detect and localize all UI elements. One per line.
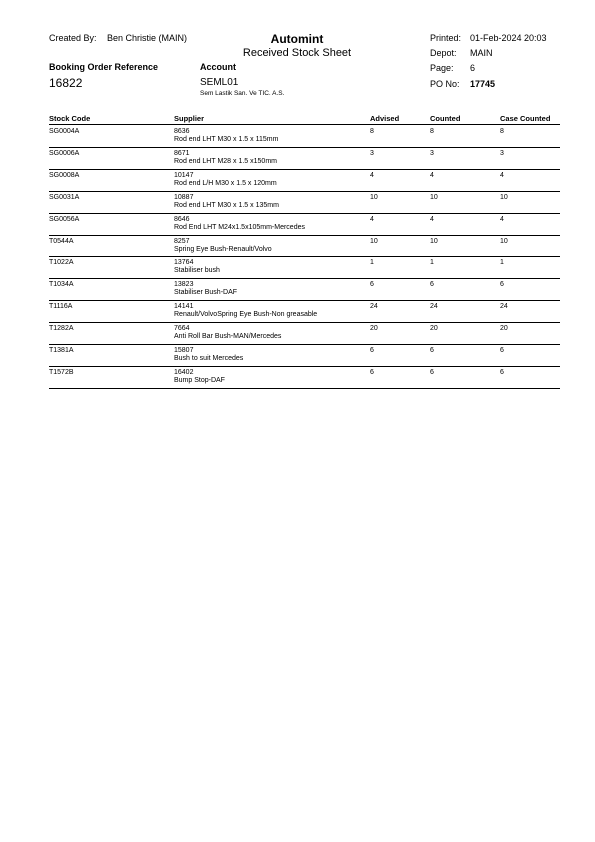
column-header-counted: Counted xyxy=(430,114,461,123)
row-description: Bump Stop-DAF xyxy=(174,376,225,384)
row-case-counted: 20 xyxy=(500,325,508,333)
row-advised: 10 xyxy=(370,193,378,201)
row-description: Stabiliser Bush-DAF xyxy=(174,289,238,297)
row-advised: 4 xyxy=(370,171,374,179)
row-case-counted: 24 xyxy=(500,303,508,311)
row-counted: 4 xyxy=(430,171,434,179)
row-supplier-ref: 10147 xyxy=(174,171,194,179)
row-description: Renault/VolvoSpring Eye Bush-Non greasable xyxy=(174,311,318,319)
row-advised: 10 xyxy=(370,237,378,245)
row-supplier-ref: 8257 xyxy=(174,237,190,245)
row-case-counted: 6 xyxy=(500,281,504,289)
created-by-value: Ben Christie (MAIN) xyxy=(107,33,188,43)
row-stock-code: T1116A xyxy=(49,303,73,311)
row-advised: 6 xyxy=(370,281,374,289)
row-case-counted: 3 xyxy=(500,149,504,157)
row-counted: 1 xyxy=(430,259,434,267)
row-supplier-ref: 8646 xyxy=(174,215,190,223)
row-case-counted: 4 xyxy=(500,215,504,223)
row-divider xyxy=(49,366,560,367)
row-advised: 6 xyxy=(370,368,374,376)
row-counted: 4 xyxy=(430,215,434,223)
page-value: 6 xyxy=(470,63,476,73)
row-description: Anti Roll Bar Bush-MAN/Mercedes xyxy=(174,333,282,341)
row-counted: 20 xyxy=(430,325,438,333)
row-divider xyxy=(49,235,560,236)
row-supplier-ref: 13764 xyxy=(174,259,194,267)
row-description: Rod end LHT M30 x 1.5 x 115mm xyxy=(174,136,279,143)
row-case-counted: 6 xyxy=(500,368,504,376)
row-stock-code: T1282A xyxy=(49,325,74,333)
depot-label: Depot: xyxy=(430,48,457,58)
row-description: Stabiliser bush xyxy=(174,267,220,275)
row-divider xyxy=(49,191,560,192)
row-counted: 8 xyxy=(430,128,434,135)
page-label: Page: xyxy=(430,63,454,73)
column-header-advised: Advised xyxy=(370,114,400,123)
row-divider xyxy=(49,256,560,257)
row-divider xyxy=(49,213,560,214)
row-divider xyxy=(49,388,560,389)
po-value: 17745 xyxy=(470,79,496,89)
row-divider xyxy=(49,344,560,345)
row-supplier-ref: 10887 xyxy=(174,193,194,201)
row-supplier-ref: 13823 xyxy=(174,281,194,289)
row-description: Rod End LHT M24x1.5x105mm-Mercedes xyxy=(174,223,305,231)
row-description: Rod end LHT M30 x 1.5 x 135mm xyxy=(174,201,279,209)
row-supplier-ref: 14141 xyxy=(174,303,194,311)
row-supplier-ref: 8671 xyxy=(174,149,190,157)
row-case-counted: 6 xyxy=(500,347,504,354)
row-stock-code: SG0056A xyxy=(49,215,80,223)
sheet-title: Received Stock Sheet xyxy=(242,47,352,59)
row-supplier-ref: 7664 xyxy=(174,325,190,333)
printed-value: 01-Feb-2024 20:03 xyxy=(470,33,547,43)
row-case-counted: 10 xyxy=(500,193,508,201)
row-stock-code: SG0008A xyxy=(49,171,80,179)
row-case-counted: 4 xyxy=(500,171,504,179)
column-header-supplier: Supplier xyxy=(174,114,205,123)
row-stock-code: T1022A xyxy=(49,259,74,267)
account-name: Sem Lastik San. Ve TIC. A.S. xyxy=(200,90,285,97)
booking-ref-label: Booking Order Reference xyxy=(49,62,159,72)
row-advised: 20 xyxy=(370,325,378,333)
row-divider xyxy=(49,322,560,323)
row-advised: 4 xyxy=(370,215,374,223)
company-name: Automint xyxy=(270,32,324,46)
account-code: SEML01 xyxy=(200,77,239,88)
row-advised: 8 xyxy=(370,128,374,135)
row-divider xyxy=(49,169,560,170)
row-description: Bush to suit Mercedes xyxy=(174,355,244,362)
row-description: Spring Eye Bush-Renault/Volvo xyxy=(174,245,272,253)
row-counted: 10 xyxy=(430,193,438,201)
row-stock-code: SG0004A xyxy=(49,128,80,135)
column-header-stock-code: Stock Code xyxy=(49,114,91,123)
row-advised: 6 xyxy=(370,347,374,354)
row-case-counted: 10 xyxy=(500,237,508,245)
row-counted: 6 xyxy=(430,281,434,289)
depot-value: MAIN xyxy=(470,48,493,58)
row-counted: 6 xyxy=(430,368,434,376)
row-supplier-ref: 16402 xyxy=(174,368,194,376)
row-supplier-ref: 15807 xyxy=(174,347,194,354)
row-counted: 24 xyxy=(430,303,438,311)
row-case-counted: 8 xyxy=(500,128,504,135)
row-stock-code: T1381A xyxy=(49,347,74,354)
row-advised: 3 xyxy=(370,149,374,157)
row-counted: 3 xyxy=(430,149,434,157)
row-description: Rod end L/H M30 x 1.5 x 120mm xyxy=(174,179,277,187)
row-counted: 6 xyxy=(430,347,434,354)
po-label: PO No: xyxy=(430,79,460,89)
row-advised: 24 xyxy=(370,303,378,311)
row-stock-code: SG0031A xyxy=(49,193,80,201)
booking-ref-value: 16822 xyxy=(49,76,83,90)
row-case-counted: 1 xyxy=(500,259,504,267)
row-stock-code: T0544A xyxy=(49,237,74,245)
row-divider xyxy=(49,300,560,301)
row-counted: 10 xyxy=(430,237,438,245)
column-header-case-counted: Case Counted xyxy=(500,114,551,123)
row-stock-code: SG0006A xyxy=(49,149,80,157)
row-supplier-ref: 8636 xyxy=(174,128,190,135)
row-divider xyxy=(49,278,560,279)
row-stock-code: T1034A xyxy=(49,281,74,289)
row-description: Rod end LHT M28 x 1.5 x150mm xyxy=(174,157,277,165)
row-divider xyxy=(49,147,560,148)
created-by-label: Created By: xyxy=(49,33,97,43)
table-header-divider xyxy=(49,124,560,125)
printed-label: Printed: xyxy=(430,33,462,43)
row-advised: 1 xyxy=(370,259,374,267)
row-stock-code: T1572B xyxy=(49,368,74,376)
account-label: Account xyxy=(200,62,236,72)
